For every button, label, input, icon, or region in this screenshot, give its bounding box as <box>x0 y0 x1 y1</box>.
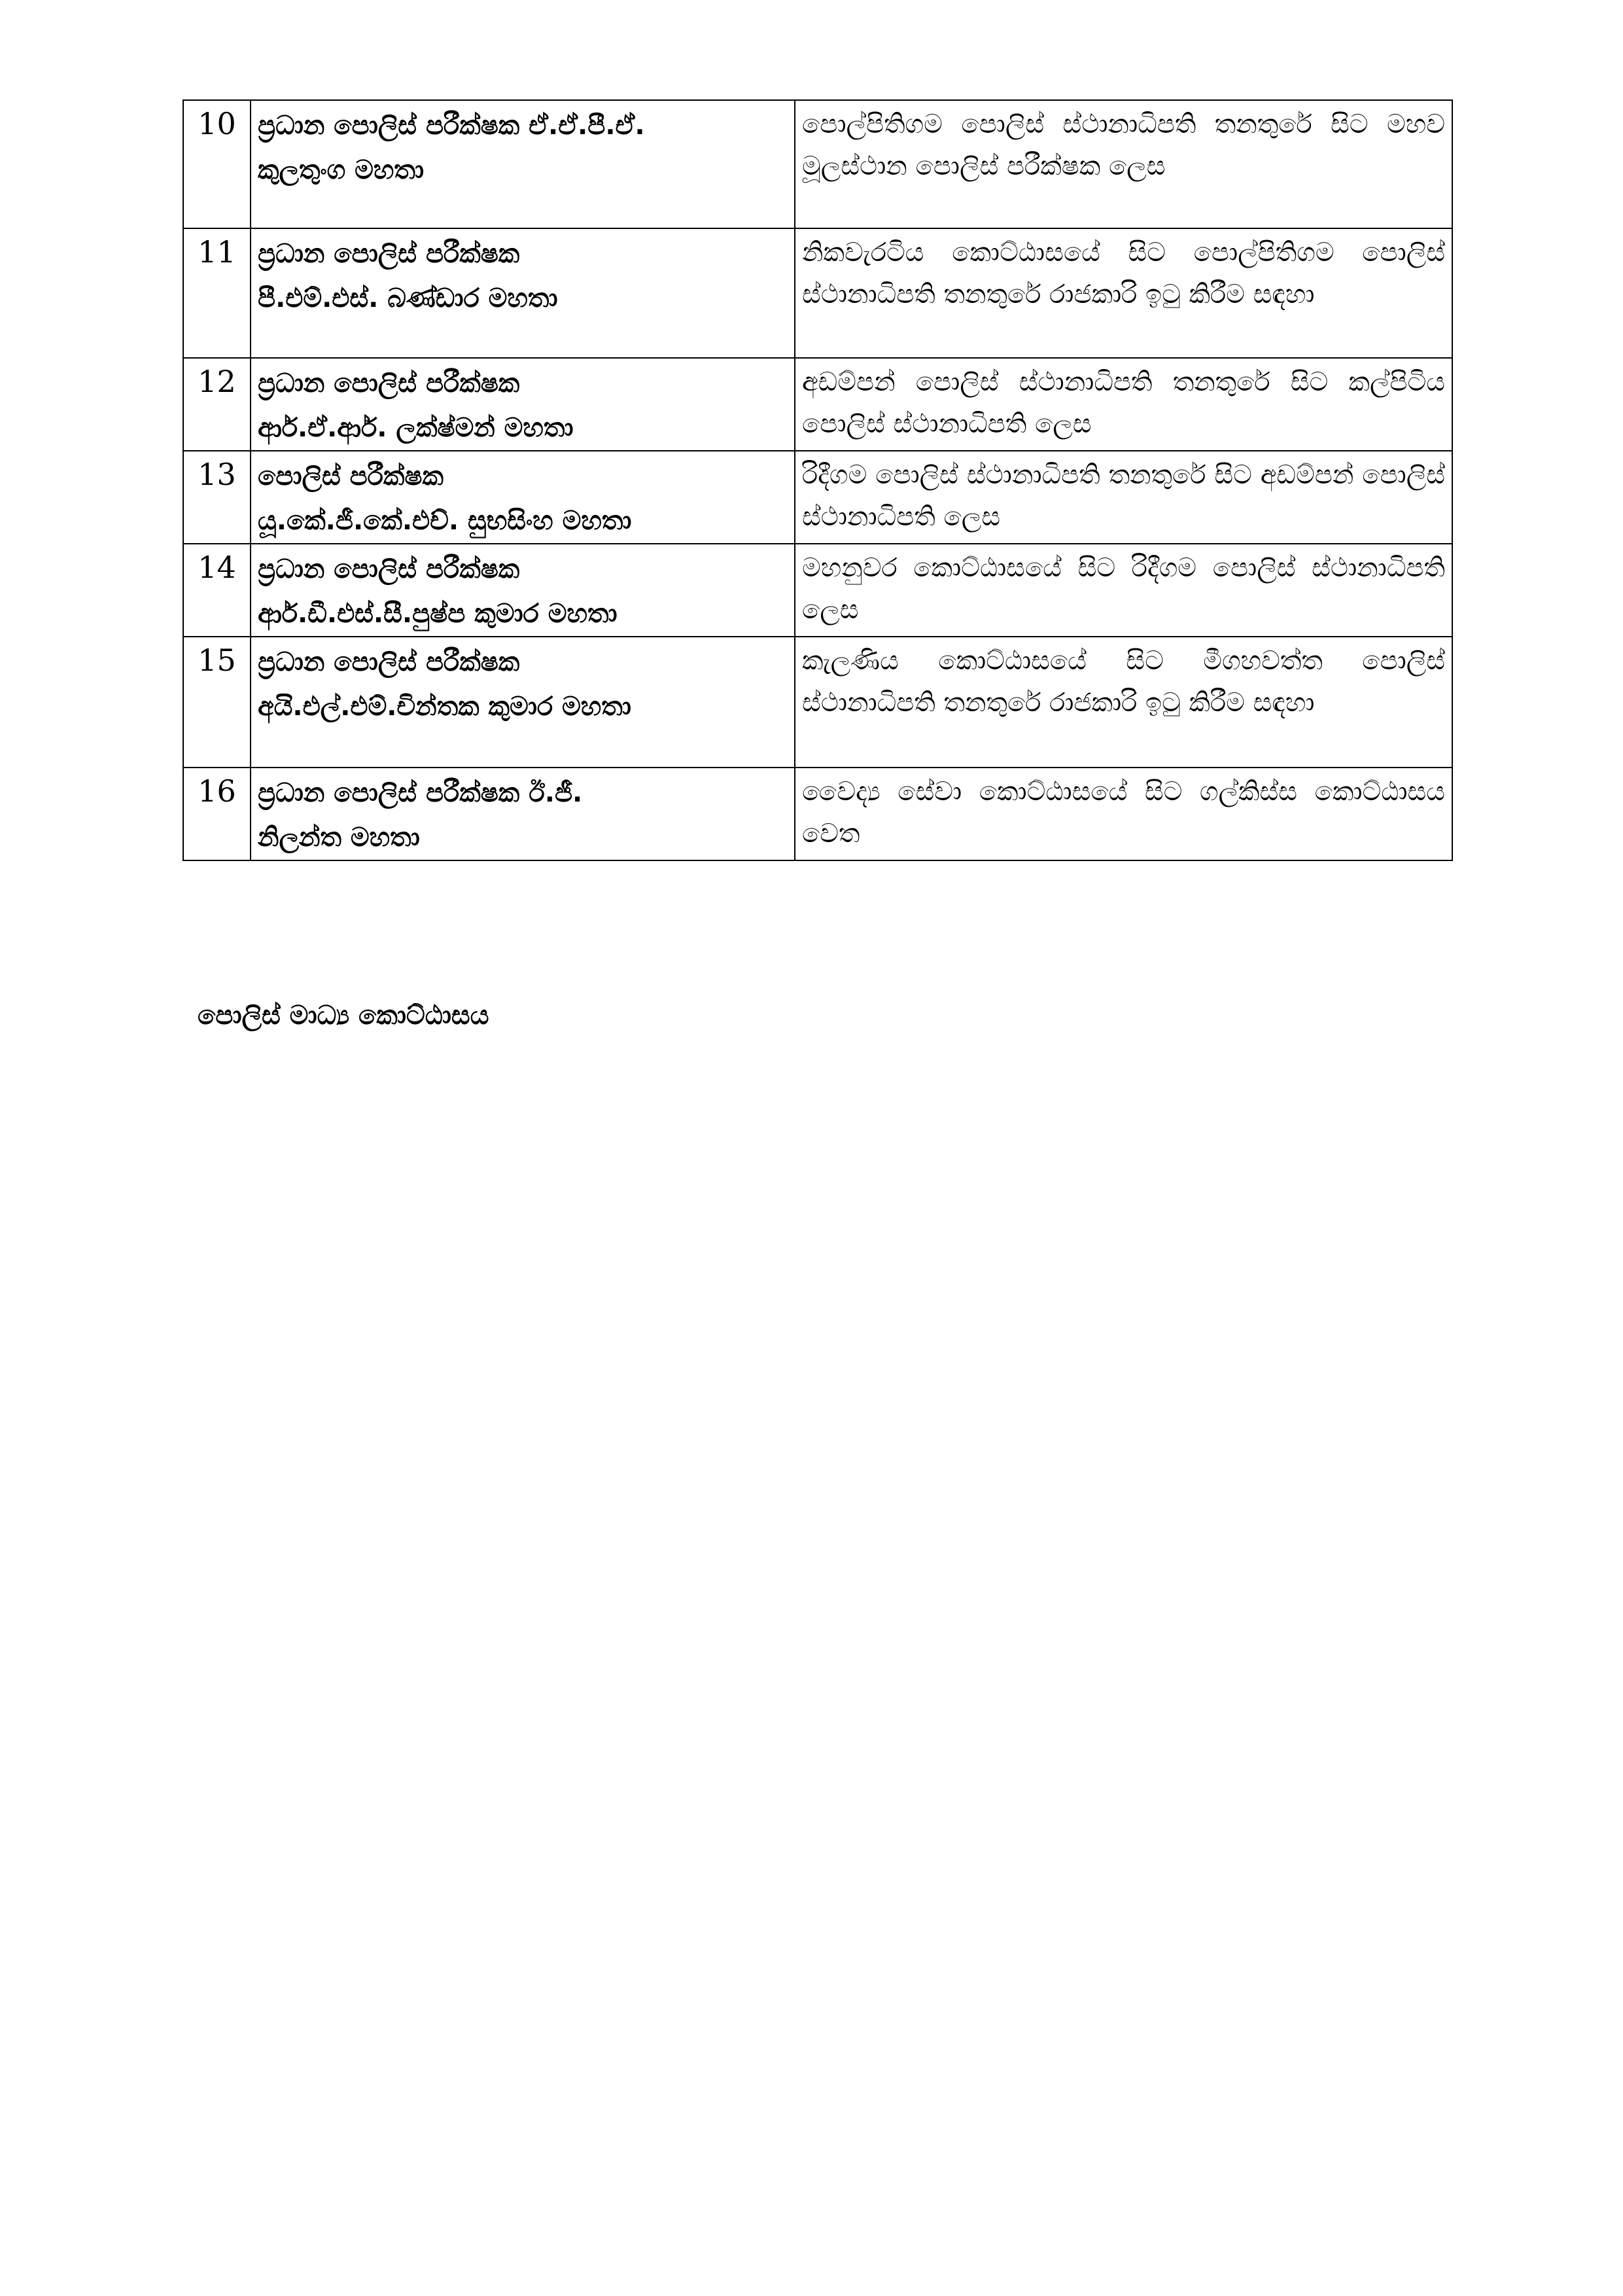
row-number: 12 <box>183 358 251 451</box>
table-row <box>183 451 1452 544</box>
officer-name-line2: අයි.එල්.එම්.චින්තක කුමාර මහතා <box>258 692 631 722</box>
transfer-destination: අඩම්පන් පොලිස් ස්ථානාධිපති තනතුරේ සිට කල්පිටිය පොලිස් ස්ථානාධිපති ලෙස <box>795 358 1452 451</box>
officer-name-line1: ප්‍රධාන පොලිස් පරීක්ෂක ඒ.ඒ.පී.ඒ. <box>258 111 645 141</box>
transfer-destination: වෛද්‍ය සේවා කොට්ඨාසයේ සිට ගල්කිස්ස කොට්ඨාසය වෙත <box>795 768 1452 860</box>
officer-name-cell <box>251 637 795 768</box>
officer-name-line1: ප්‍රධාන පොලිස් පරීක්ෂක ඊ.ජී. <box>258 778 583 808</box>
officer-name-line2: කුලතුංග මහතා <box>258 155 425 185</box>
row-number: 16 <box>183 768 251 860</box>
officer-name-line2: ආර්.ඩී.එස්.සී.පුෂ්ප කුමාර මහතා <box>258 599 618 629</box>
officer-name-line1: ප්‍රධාන පොලිස් පරීක්ෂක <box>258 239 520 269</box>
row-number: 11 <box>183 228 251 358</box>
officer-name-cell <box>251 768 795 860</box>
transfer-destination: පොල්පිතිගම පොලිස් ස්ථානාධිපති තනතුරේ සිට මහව මූලස්ථාන පොලිස් පරීක්ෂක ලෙස <box>795 100 1452 228</box>
transfer-destination: මහනුවර කොට්ඨාසයේ සිට රිදීගම පොලිස් ස්ථානාධිපති ලෙස <box>795 544 1452 637</box>
transfer-destination: කැලණිය කොට්ඨාසයේ සිට මීගහවත්ත පොලිස් ස්ථානාධිපති තනතුරේ රාජකාරි ඉටු කිරීම සඳහා <box>795 637 1452 768</box>
officer-name-cell <box>251 100 795 228</box>
table-row <box>183 228 1452 358</box>
officer-name-line1: පොලිස් පරීක්ෂක <box>258 461 444 491</box>
table-row <box>183 100 1452 228</box>
officer-name-cell <box>251 358 795 451</box>
table-row <box>183 637 1452 768</box>
table-row <box>183 768 1452 860</box>
officer-name-line2: ආර්.ඒ.ආර්. ලක්ෂ්මන් මහතා <box>258 413 574 443</box>
transfer-destination: නිකවැරටිය කොට්ඨාසයේ සිට පොල්පිතිගම පොලිස් ස්ථානාධිපති තනතුරේ රාජකාරි ඉටු කිරීම සඳහා <box>795 228 1452 358</box>
row-number: 15 <box>183 637 251 768</box>
row-number: 14 <box>183 544 251 637</box>
section-heading: පොලිස් මාධ්‍ය කොට්ඨාසය <box>198 1000 489 1031</box>
officer-name-cell <box>251 544 795 637</box>
row-number: 10 <box>183 100 251 228</box>
row-number: 13 <box>183 451 251 544</box>
table-row <box>183 358 1452 451</box>
table-row <box>183 544 1452 637</box>
officer-name-line2: පී.එම්.එස්. බණ්ඩාර මහතා <box>258 283 558 313</box>
officer-name-line1: ප්‍රධාන පොලිස් පරීක්ෂක <box>258 647 520 677</box>
officer-name-line2: යූ.කේ.ජී.කේ.එච්. සුභසිංහ මහතා <box>258 506 632 536</box>
officer-name-cell <box>251 451 795 544</box>
officer-name-line1: ප්‍රධාන පොලිස් පරීක්ෂක <box>258 368 520 398</box>
officer-name-cell <box>251 228 795 358</box>
transfer-table <box>183 99 1453 861</box>
transfer-destination: රිදීගම පොලිස් ස්ථානාධිපති තනතුරේ සිට අඩම්පන් පොලිස් ස්ථානාධිපති ලෙස <box>795 451 1452 544</box>
officer-name-line1: ප්‍රධාන පොලිස් පරීක්ෂක <box>258 554 520 584</box>
officer-name-line2: නිලන්ත මහතා <box>258 822 420 853</box>
